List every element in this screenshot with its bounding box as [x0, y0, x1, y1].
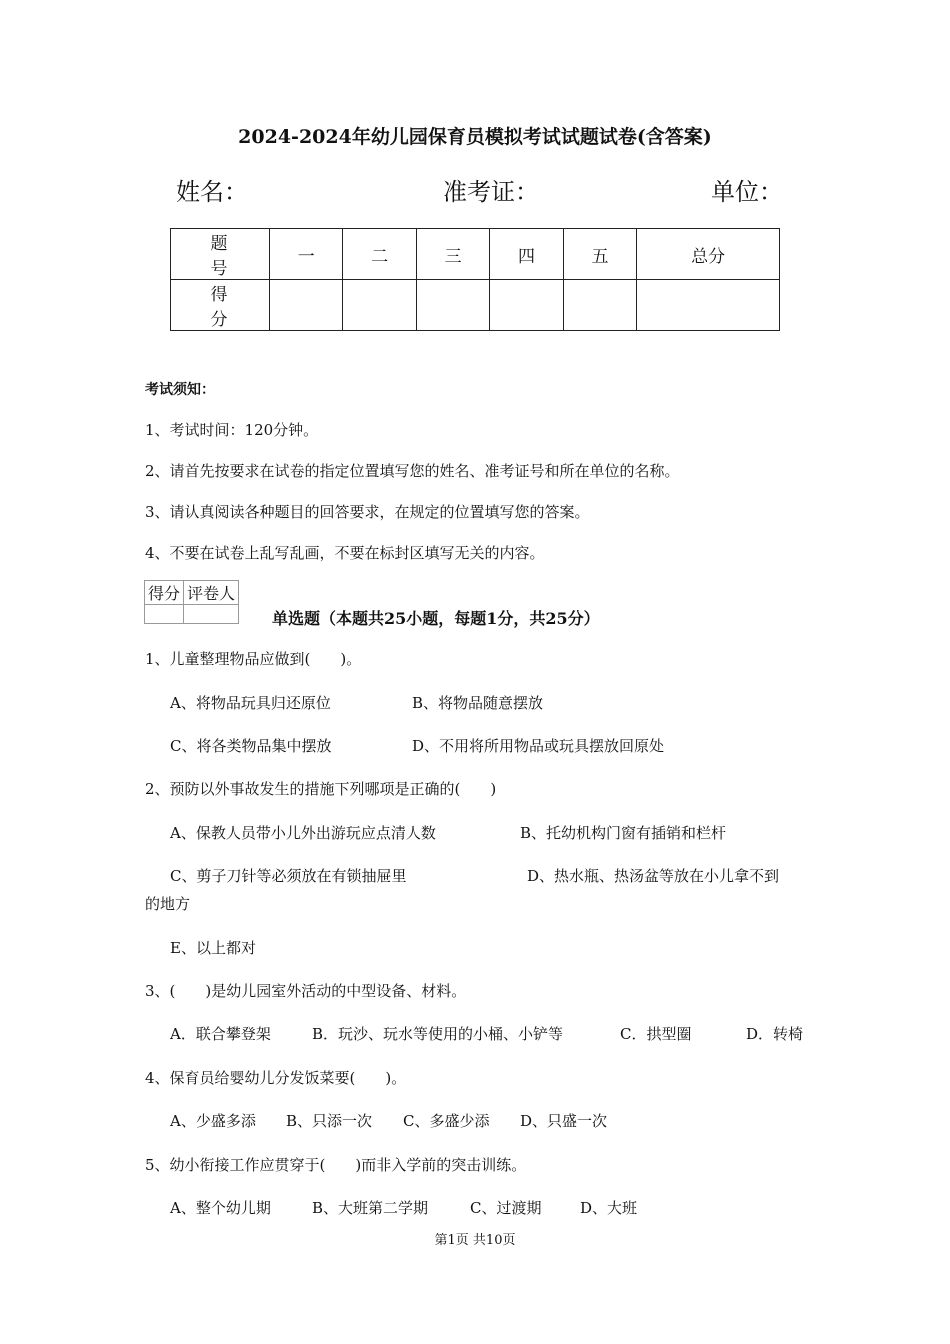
score-table-header-cell: 一: [270, 229, 343, 280]
score-cell[interactable]: [490, 280, 563, 331]
option-c: C、将各类物品集中摆放: [170, 737, 332, 755]
score-table-header-cell: 二: [343, 229, 416, 280]
option-e: E、以上都对: [170, 939, 256, 957]
question-stem: 5、幼小衔接工作应贯穿于( )而非入学前的突击训练。: [145, 1156, 527, 1174]
score-table-score-row: [171, 280, 780, 331]
option-c: C、剪子刀针等必须放在有锁抽屉里: [170, 867, 407, 885]
option-c: C．拱型圈: [620, 1025, 692, 1043]
page-footer: 第1页 共10页: [434, 1233, 516, 1248]
option-d: D、只盛一次: [520, 1112, 608, 1130]
score-table-header-cell: 五: [563, 229, 636, 280]
name-field-label: 姓名：: [176, 178, 248, 206]
grader-box: [144, 580, 239, 624]
question-stem: 4、保育员给婴幼儿分发饭菜要( )。: [145, 1069, 407, 1087]
option-d-continued: 的地方: [145, 895, 191, 913]
score-cell[interactable]: [637, 280, 780, 331]
score-row-label: 得 分: [171, 280, 270, 331]
notice-item: 3、请认真阅读各种题目的回答要求，在规定的位置填写您的答案。: [145, 503, 590, 521]
score-cell[interactable]: [563, 280, 636, 331]
option-a: A．联合攀登架: [170, 1025, 271, 1043]
section-title: 单选题（本题共25小题，每题1分，共25分）: [272, 609, 600, 628]
question-stem: 2、预防以外事故发生的措施下列哪项是正确的( ): [145, 780, 497, 798]
option-b: B、只添一次: [286, 1112, 373, 1130]
question-stem: 3、( )是幼儿园室外活动的中型设备、材料。: [145, 982, 467, 1000]
grader-reviewer-cell[interactable]: [184, 605, 239, 624]
option-a: A、整个幼儿期: [170, 1199, 271, 1217]
page-title: 2024-2024年幼儿园保育员模拟考试试题试卷(含答案): [238, 126, 712, 148]
grader-score-cell[interactable]: [145, 605, 184, 624]
grader-reviewer-label: 评卷人: [184, 581, 239, 605]
grader-score-label: 得分: [145, 581, 184, 605]
notice-item: 2、请首先按要求在试卷的指定位置填写您的姓名、准考证号和所在单位的名称。: [145, 462, 680, 480]
option-d: D、大班: [580, 1199, 638, 1217]
unit-field-label: 单位：: [711, 178, 783, 206]
notice-item: 1、考试时间：120分钟。: [145, 421, 319, 439]
score-cell[interactable]: [416, 280, 489, 331]
option-c: C、过渡期: [470, 1199, 542, 1217]
score-table: [170, 228, 780, 331]
score-table-header-cell: 总分: [637, 229, 780, 280]
option-a: A、将物品玩具归还原位: [170, 694, 331, 712]
notice-item: 4、不要在试卷上乱写乱画，不要在标封区填写无关的内容。: [145, 544, 545, 562]
option-b: B、托幼机构门窗有插销和栏杆: [520, 824, 727, 842]
option-a: A、少盛多添: [170, 1112, 256, 1130]
option-a: A、保教人员带小儿外出游玩应点清人数: [170, 824, 436, 842]
score-cell[interactable]: [270, 280, 343, 331]
score-table-header-cell: 题 号: [171, 229, 270, 280]
option-d: D．转椅: [746, 1025, 804, 1043]
notice-heading: 考试须知：: [145, 382, 215, 398]
option-d: D、不用将所用物品或玩具摆放回原处: [412, 737, 665, 755]
option-b: B、将物品随意摆放: [412, 694, 544, 712]
option-b: B．玩沙、玩水等使用的小桶、小铲等: [312, 1025, 564, 1043]
option-b: B、大班第二学期: [312, 1199, 429, 1217]
score-cell[interactable]: [343, 280, 416, 331]
option-d: D、热水瓶、热汤盆等放在小儿拿不到: [527, 867, 780, 885]
score-table-header-cell: 三: [416, 229, 489, 280]
score-table-header-cell: 四: [490, 229, 563, 280]
option-c: C、多盛少添: [403, 1112, 490, 1130]
question-stem: 1、儿童整理物品应做到( )。: [145, 650, 362, 668]
exam-id-field-label: 准考证：: [443, 178, 539, 206]
score-table-header-row: [171, 229, 780, 280]
